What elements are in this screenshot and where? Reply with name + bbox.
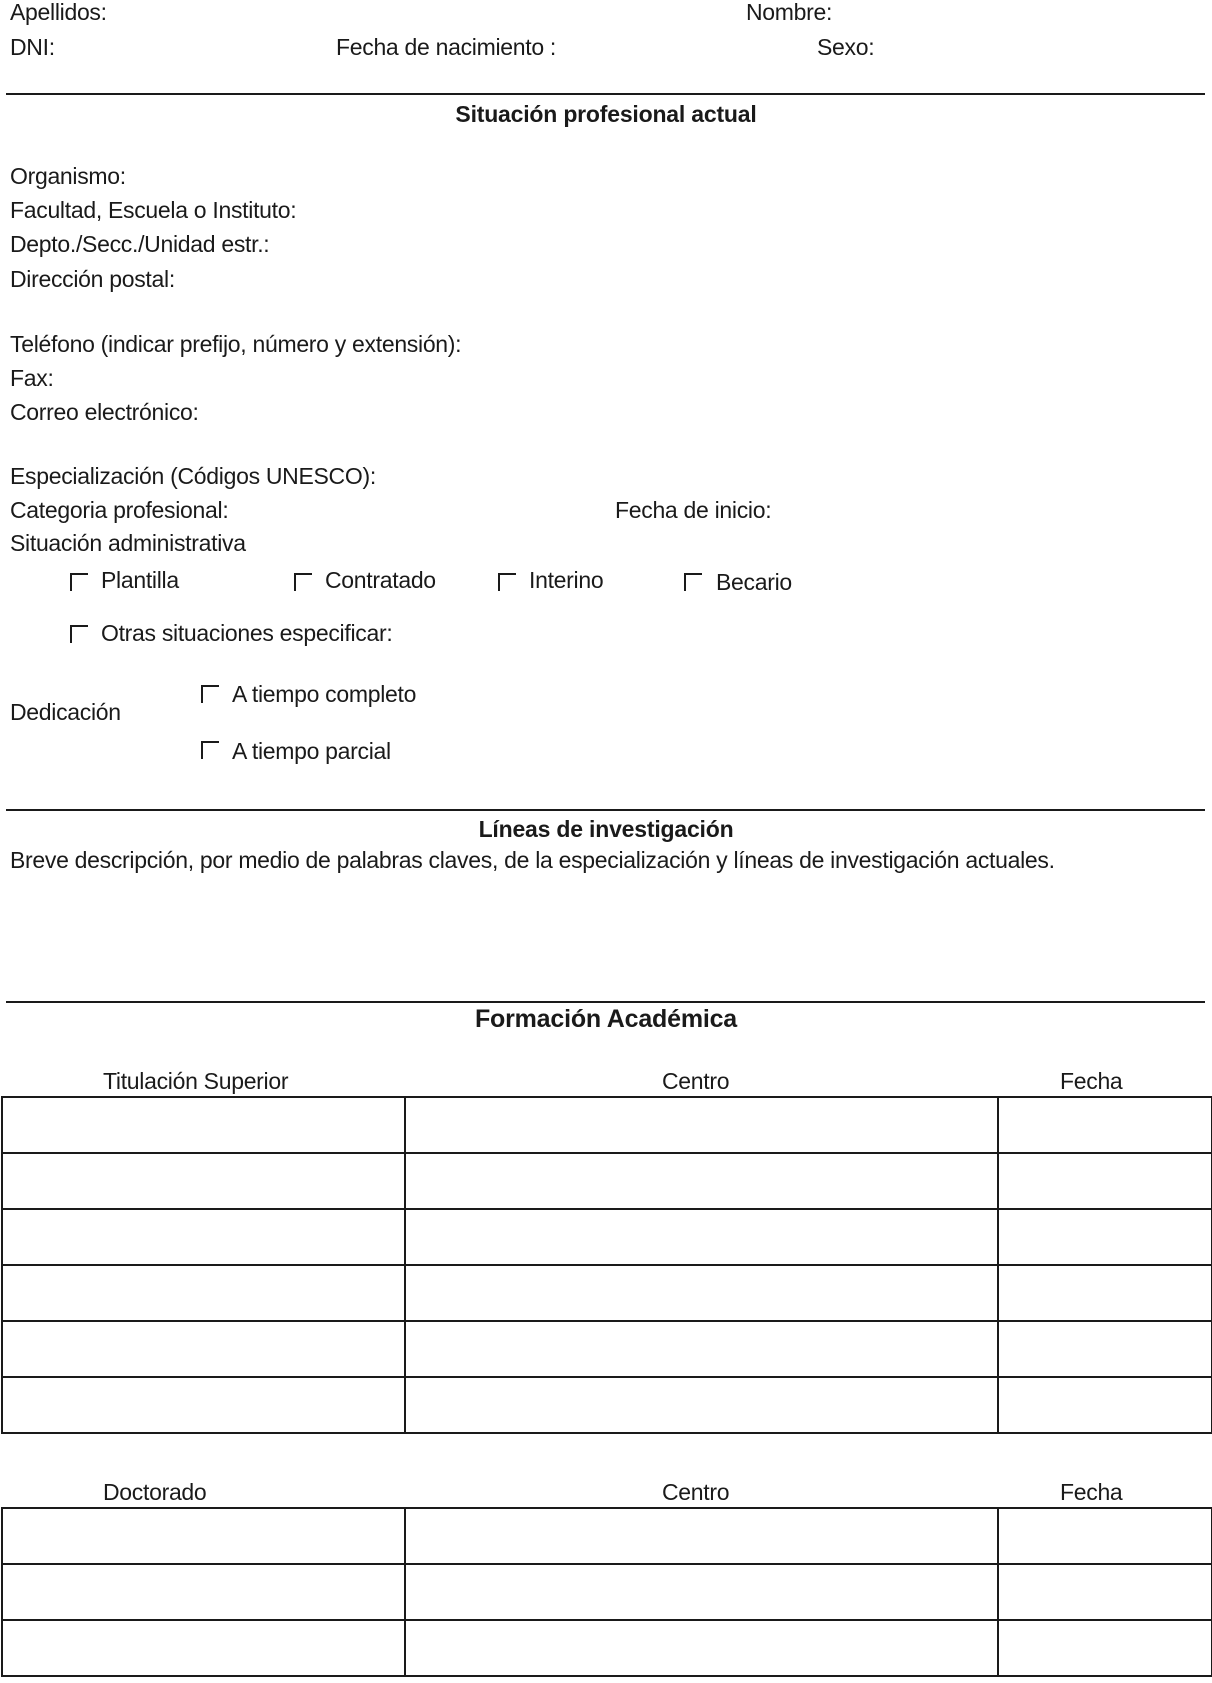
table-cell[interactable]	[998, 1620, 1212, 1676]
table-row	[2, 1564, 1212, 1620]
tiempo-parcial-label: A tiempo parcial	[232, 738, 391, 764]
tiempo-completo-label: A tiempo completo	[232, 681, 417, 707]
depto-label: Depto./Secc./Unidad estr.:	[10, 231, 270, 257]
nombre-label: Nombre:	[746, 0, 833, 25]
table-cell[interactable]	[405, 1153, 998, 1209]
apellidos-label: Apellidos:	[10, 0, 107, 25]
centro-header: Centro	[662, 1479, 730, 1505]
doctorado-table	[1, 1507, 1212, 1677]
table-row	[2, 1153, 1212, 1209]
table-cell[interactable]	[405, 1377, 998, 1433]
table-cell[interactable]	[2, 1508, 405, 1564]
telefono-label: Teléfono (indicar prefijo, número y extensión):	[10, 331, 462, 357]
table-cell[interactable]	[998, 1508, 1212, 1564]
table-cell[interactable]	[2, 1153, 405, 1209]
facultad-label: Facultad, Escuela o Instituto:	[10, 197, 297, 223]
table-cell[interactable]	[998, 1153, 1212, 1209]
dni-label: DNI:	[10, 34, 55, 60]
situacion-administrativa-label: Situación administrativa	[10, 530, 246, 556]
fax-label: Fax:	[10, 365, 54, 391]
table-cell[interactable]	[405, 1620, 998, 1676]
table-cell[interactable]	[2, 1564, 405, 1620]
otras-situaciones-checkbox[interactable]	[70, 625, 88, 643]
fecha-inicio-label: Fecha de inicio:	[615, 497, 772, 523]
table-cell[interactable]	[405, 1564, 998, 1620]
formacion-title: Formación Académica	[474, 1005, 738, 1033]
correo-label: Correo electrónico:	[10, 399, 199, 425]
direccion-label: Dirección postal:	[10, 266, 175, 292]
lineas-description: Breve descripción, por medio de palabras claves, de la especialización y líneas de investigación actuales.	[10, 847, 1055, 873]
plantilla-option-label: Plantilla	[101, 567, 179, 593]
becario-option-label: Becario	[716, 569, 792, 595]
section-divider	[6, 1001, 1205, 1003]
sexo-label: Sexo:	[817, 34, 875, 60]
table-row	[2, 1265, 1212, 1321]
otras-situaciones-label: Otras situaciones especificar:	[101, 620, 393, 646]
table-cell[interactable]	[2, 1620, 405, 1676]
table-cell[interactable]	[998, 1564, 1212, 1620]
table-cell[interactable]	[998, 1321, 1212, 1377]
table-cell[interactable]	[405, 1097, 998, 1153]
table-cell[interactable]	[998, 1265, 1212, 1321]
section-divider	[6, 93, 1205, 95]
table-cell[interactable]	[2, 1209, 405, 1265]
table-cell[interactable]	[2, 1265, 405, 1321]
categoria-label: Categoria profesional:	[10, 497, 229, 523]
fecha-nacimiento-label: Fecha de nacimiento :	[336, 34, 556, 60]
situacion-title: Situación profesional actual	[455, 101, 757, 127]
fecha-header: Fecha	[1060, 1068, 1123, 1094]
centro-header: Centro	[662, 1068, 730, 1094]
contratado-option-label: Contratado	[325, 567, 436, 593]
table-row	[2, 1209, 1212, 1265]
table-cell[interactable]	[998, 1097, 1212, 1153]
dedicacion-label: Dedicación	[10, 699, 121, 725]
especializacion-label: Especialización (Códigos UNESCO):	[10, 463, 376, 489]
table-row	[2, 1377, 1212, 1433]
table-cell[interactable]	[998, 1209, 1212, 1265]
becario-checkbox[interactable]	[684, 573, 702, 591]
table-cell[interactable]	[405, 1508, 998, 1564]
interino-option-label: Interino	[529, 567, 604, 593]
table-cell[interactable]	[2, 1321, 405, 1377]
doctorado-header: Doctorado	[103, 1479, 207, 1505]
titulacion-table	[1, 1096, 1212, 1434]
interino-checkbox[interactable]	[498, 573, 516, 591]
table-cell[interactable]	[405, 1321, 998, 1377]
table-cell[interactable]	[2, 1377, 405, 1433]
contratado-checkbox[interactable]	[294, 573, 312, 591]
table-row	[2, 1321, 1212, 1377]
lineas-title: Líneas de investigación	[478, 816, 734, 842]
titulacion-header: Titulación Superior	[103, 1068, 289, 1094]
table-cell[interactable]	[405, 1265, 998, 1321]
section-divider	[6, 809, 1205, 811]
table-row	[2, 1097, 1212, 1153]
organismo-label: Organismo:	[10, 163, 126, 189]
fecha-header: Fecha	[1060, 1479, 1123, 1505]
table-cell[interactable]	[998, 1377, 1212, 1433]
table-cell[interactable]	[405, 1209, 998, 1265]
tiempo-completo-checkbox[interactable]	[201, 685, 219, 703]
tiempo-parcial-checkbox[interactable]	[201, 741, 219, 759]
table-row	[2, 1620, 1212, 1676]
table-cell[interactable]	[2, 1097, 405, 1153]
plantilla-checkbox[interactable]	[70, 573, 88, 591]
table-row	[2, 1508, 1212, 1564]
